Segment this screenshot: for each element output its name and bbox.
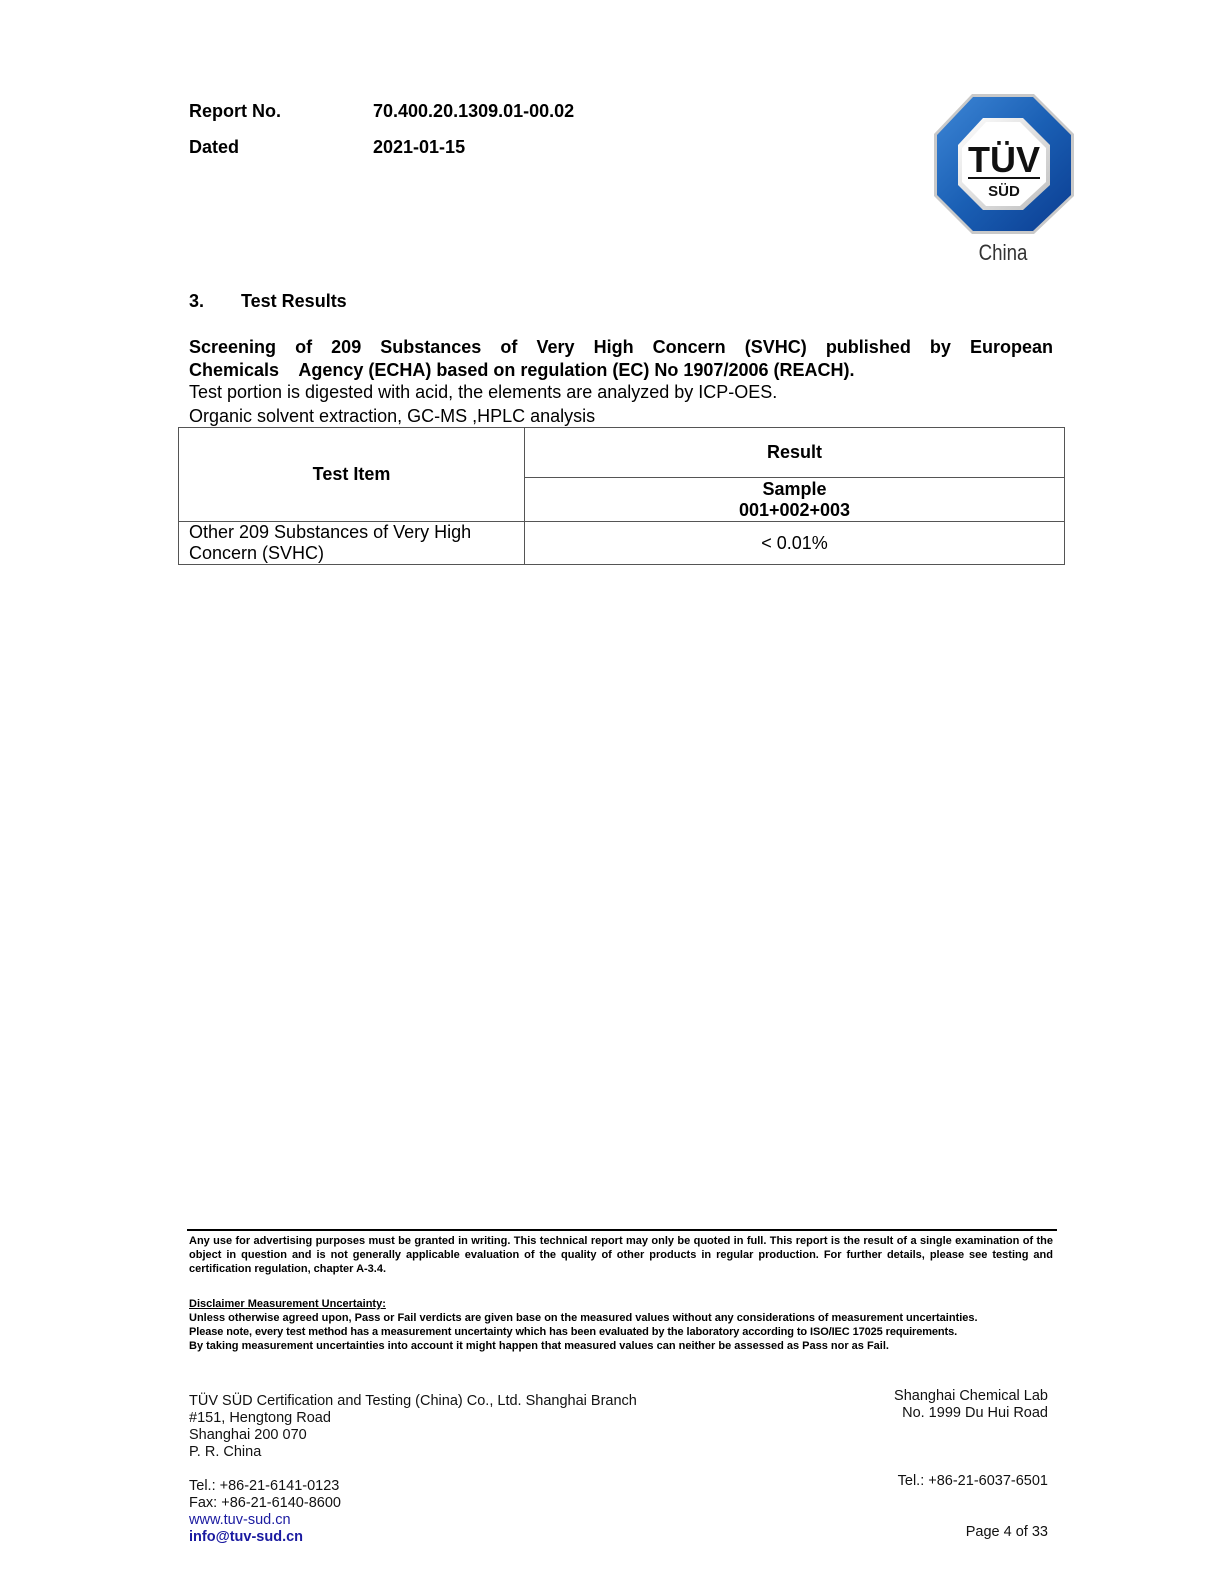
company-email-link[interactable]: info@tuv-sud.cn xyxy=(189,1529,304,1545)
test-item-line-1: Other 209 Substances of Very High xyxy=(189,522,472,542)
table-row xyxy=(179,522,1065,565)
section-title-text: Test Results xyxy=(241,291,347,311)
svg-text:TÜV: TÜV xyxy=(968,139,1040,180)
disclaimer-line-3: By taking measurement uncertainties into account it might happen that measured values can neither be assessed as Pass nor as Fail. xyxy=(189,1340,889,1352)
usage-notice: Any use for advertising purposes must be granted in writing. This technical report may only be quoted in full. This report is the result of a single examination of the object in question and is not generally applicable evaluation of the quality of other products in regular production. For further details, please see testing and certification regulation, chapter A-3.4. xyxy=(189,1235,1053,1275)
company-tel: Tel.: +86-21-6141-0123 xyxy=(189,1478,340,1494)
method-line-1: Test portion is digested with acid, the elements are analyzed by ICP-OES. xyxy=(189,382,778,402)
lab-address xyxy=(860,1388,1048,1422)
test-item-cell xyxy=(179,522,525,565)
tuv-sud-logo xyxy=(928,88,1078,278)
result-cell: < 0.01% xyxy=(525,522,1065,565)
section-number: 3. xyxy=(189,291,205,311)
col-header-test-item: Test Item xyxy=(179,428,525,522)
disclaimer-line-2: Please note, every test method has a measurement uncertainty which has been evaluated by the laboratory according to ISO/IEC 17025 requirements. xyxy=(189,1326,958,1338)
disclaimer-title: Disclaimer Measurement Uncertainty: xyxy=(189,1298,386,1310)
octagon-logo-icon xyxy=(928,88,1078,238)
company-address-1: #151, Hengtong Road xyxy=(189,1410,331,1426)
dated-label: Dated xyxy=(189,137,240,157)
sample-header xyxy=(525,478,1065,522)
screening-line-1: Screening of 209 Substances of Very High Concern (SVHC) published by European xyxy=(189,337,1053,357)
company-address-2: Shanghai 200 070 xyxy=(189,1427,307,1443)
screening-line-2: Chemicals Agency (ECHA) based on regulation (EC) No 1907/2006 (REACH). xyxy=(189,360,855,380)
svg-text:SÜD: SÜD xyxy=(988,183,1020,200)
method-line-2: Organic solvent extraction, GC-MS ,HPLC analysis xyxy=(189,406,596,426)
disclaimer-block xyxy=(189,1297,1053,1353)
logo-region: China xyxy=(978,240,1028,265)
screening-description xyxy=(189,336,1053,382)
lab-name: Shanghai Chemical Lab xyxy=(894,1388,1048,1404)
dated-value: 2021-01-15 xyxy=(373,137,466,157)
sample-label: Sample xyxy=(762,478,827,499)
footer-divider xyxy=(187,1229,1057,1231)
results-table xyxy=(178,427,1065,565)
lab-tel: Tel.: +86-21-6037-6501 xyxy=(897,1473,1048,1489)
page-number: Page 4 of 33 xyxy=(965,1524,1048,1540)
test-item-line-2: Concern (SVHC) xyxy=(189,543,325,563)
report-no-label: Report No. xyxy=(189,101,281,121)
section-title xyxy=(189,291,347,312)
company-address-3: P. R. China xyxy=(189,1444,262,1460)
lab-address-line: No. 1999 Du Hui Road xyxy=(902,1405,1048,1421)
report-no-value: 70.400.20.1309.01-00.02 xyxy=(373,101,575,121)
col-header-result: Result xyxy=(525,428,1065,478)
company-address xyxy=(189,1393,637,1546)
company-website-link[interactable]: www.tuv-sud.cn xyxy=(189,1512,291,1528)
sample-id: 001+002+003 xyxy=(738,499,851,520)
company-name: TÜV SÜD Certification and Testing (China) Co., Ltd. Shanghai Branch xyxy=(189,1393,637,1409)
disclaimer-line-1: Unless otherwise agreed upon, Pass or Fail verdicts are given base on the measured values without any considerations of measurement uncertainties. xyxy=(189,1312,978,1324)
company-fax: Fax: +86-21-6140-8600 xyxy=(189,1495,341,1511)
